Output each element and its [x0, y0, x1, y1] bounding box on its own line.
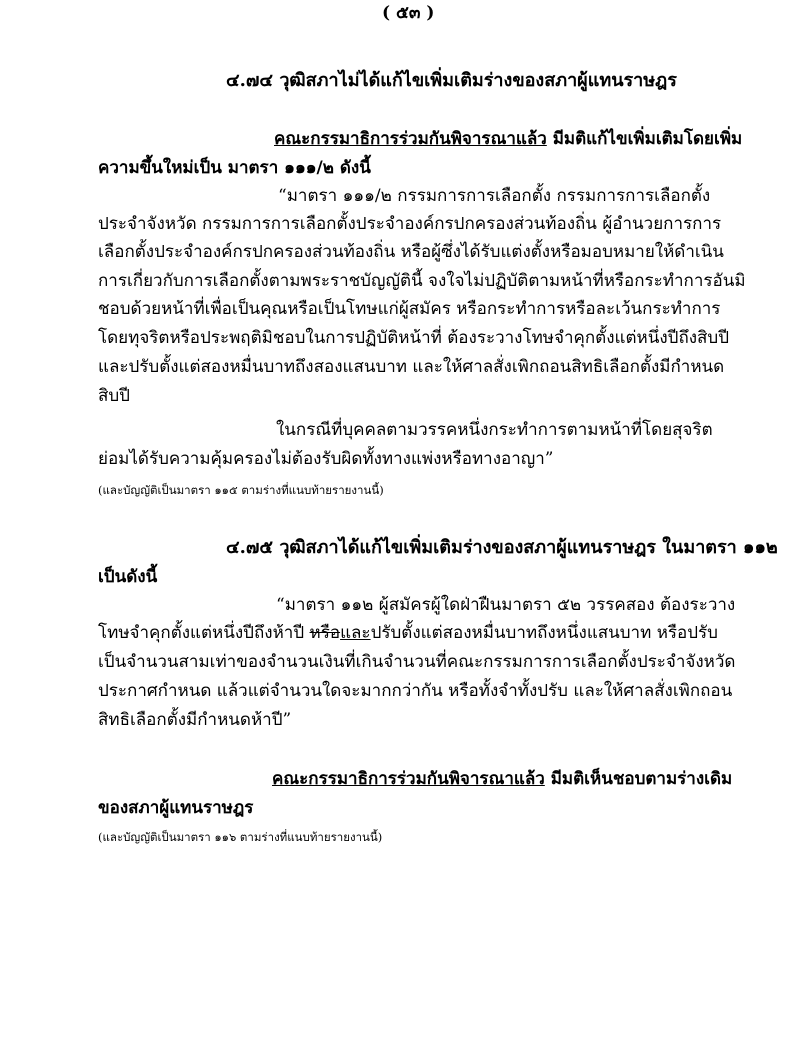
body-line: การเกี่ยวกับการเลือกตั้งตามพระราชบัญญัตินี้ จงใจไม่ปฏิบัติตามหน้าที่หรือกระทำการอันมิ	[98, 271, 746, 291]
body-line: ประกาศกำหนด แล้วแต่จำนวนใดจะมากกว่ากัน หรือทั้งจำทั้งปรับ และให้ศาลสั่งเพิกถอน	[98, 681, 733, 701]
body-line: เป็นจำนวนสามเท่าของจำนวนเงินที่เกินจำนวนที่คณะกรรมการการเลือกตั้งประจำจังหวัด	[98, 652, 736, 672]
body-line: และปรับตั้งแต่สองหมื่นบาทถึงสองแสนบาท และให้ศาลสั่งเพิกถอนสิทธิเลือกตั้งมีกำหนด	[98, 357, 725, 377]
section-474-heading: ๔.๗๔ วุฒิสภาไม่ได้แก้ไขเพิ่มเติมร่างของสภาผู้แทนราษฎร	[226, 70, 677, 91]
section-474-committee-line	[274, 128, 742, 150]
section-475-committee-line	[272, 768, 732, 790]
deleted-text: หรือ	[309, 623, 341, 643]
body-line: โดยทุจริตหรือประพฤติมิชอบในการปฏิบัติหน้าที่ ต้องระวางโทษจำคุกตั้งแต่หนึ่งปีถึงสิบปี	[98, 328, 729, 348]
body-text: ปรับตั้งแต่สองหมื่นบาทถึงหนึ่งแสนบาท หรือปรับ	[370, 623, 718, 643]
committee-label: คณะกรรมาธิการร่วมกันพิจารณาแล้ว	[274, 129, 547, 149]
page-number: ( ๕๓ )	[382, 3, 435, 23]
body-line: ย่อมได้รับความคุ้มครองไม่ต้องรับผิดทั้งทางแพ่งหรือทางอาญา”	[98, 449, 554, 469]
body-line: ในกรณีที่บุคคลตามวรรคหนึ่งกระทำการตามหน้าที่โดยสุจริต	[276, 420, 713, 440]
body-line: “มาตรา ๑๑๑/๒ กรรมการการเลือกตั้ง กรรมการการเลือกตั้ง	[278, 186, 711, 206]
section-474-note: (และบัญญัติเป็นมาตรา ๑๑๕ ตามร่างที่แนบท้ายรายงานนี้)	[98, 483, 384, 497]
body-line: “มาตรา ๑๑๒ ผู้สมัครผู้ใดฝ่าฝืนมาตรา ๕๒ วรรคสอง ต้องระวาง	[276, 595, 736, 615]
committee-label: คณะกรรมาธิการร่วมกันพิจารณาแล้ว	[272, 769, 545, 789]
section-474-committee-line2: ความขึ้นใหม่เป็น มาตรา ๑๑๑/๒ ดังนี้	[98, 158, 371, 178]
body-text: โทษจำคุกตั้งแต่หนึ่งปีถึงห้าปี	[98, 623, 310, 643]
committee-resolution: มีมติเห็นชอบตามร่างเดิม	[544, 769, 733, 789]
committee-resolution: มีมติแก้ไขเพิ่มเติมโดยเพิ่ม	[546, 129, 743, 149]
section-475-heading-line2: เป็นดังนี้	[98, 567, 158, 587]
section-475-heading: ๔.๗๕ วุฒิสภาได้แก้ไขเพิ่มเติมร่างของสภาผู้แทนราษฎร ในมาตรา ๑๑๒	[226, 537, 778, 558]
body-line: สิบปี	[98, 386, 130, 406]
body-line: สิทธิเลือกตั้งมีกำหนดห้าปี”	[98, 710, 292, 730]
body-line: ประจำจังหวัด กรรมการการเลือกตั้งประจำองค์กรปกครองส่วนท้องถิ่น ผู้อำนวยการการ	[98, 214, 722, 234]
section-475-committee-line2: ของสภาผู้แทนราษฎร	[98, 798, 254, 818]
body-line: ชอบด้วยหน้าที่เพื่อเป็นคุณหรือเป็นโทษแก่ผู้สมัคร หรือกระทำการหรือละเว้นกระทำการ	[98, 299, 721, 319]
body-line: เลือกตั้งประจำองค์กรปกครองส่วนท้องถิ่น หรือผู้ซึ่งได้รับแต่งตั้งหรือมอบหมายให้ดำเนิน	[98, 242, 724, 262]
section-475-note: (และบัญญัติเป็นมาตรา ๑๑๖ ตามร่างที่แนบท้ายรายงานนี้)	[98, 830, 383, 844]
body-line-amended	[98, 622, 718, 644]
inserted-text: และ	[340, 623, 371, 643]
